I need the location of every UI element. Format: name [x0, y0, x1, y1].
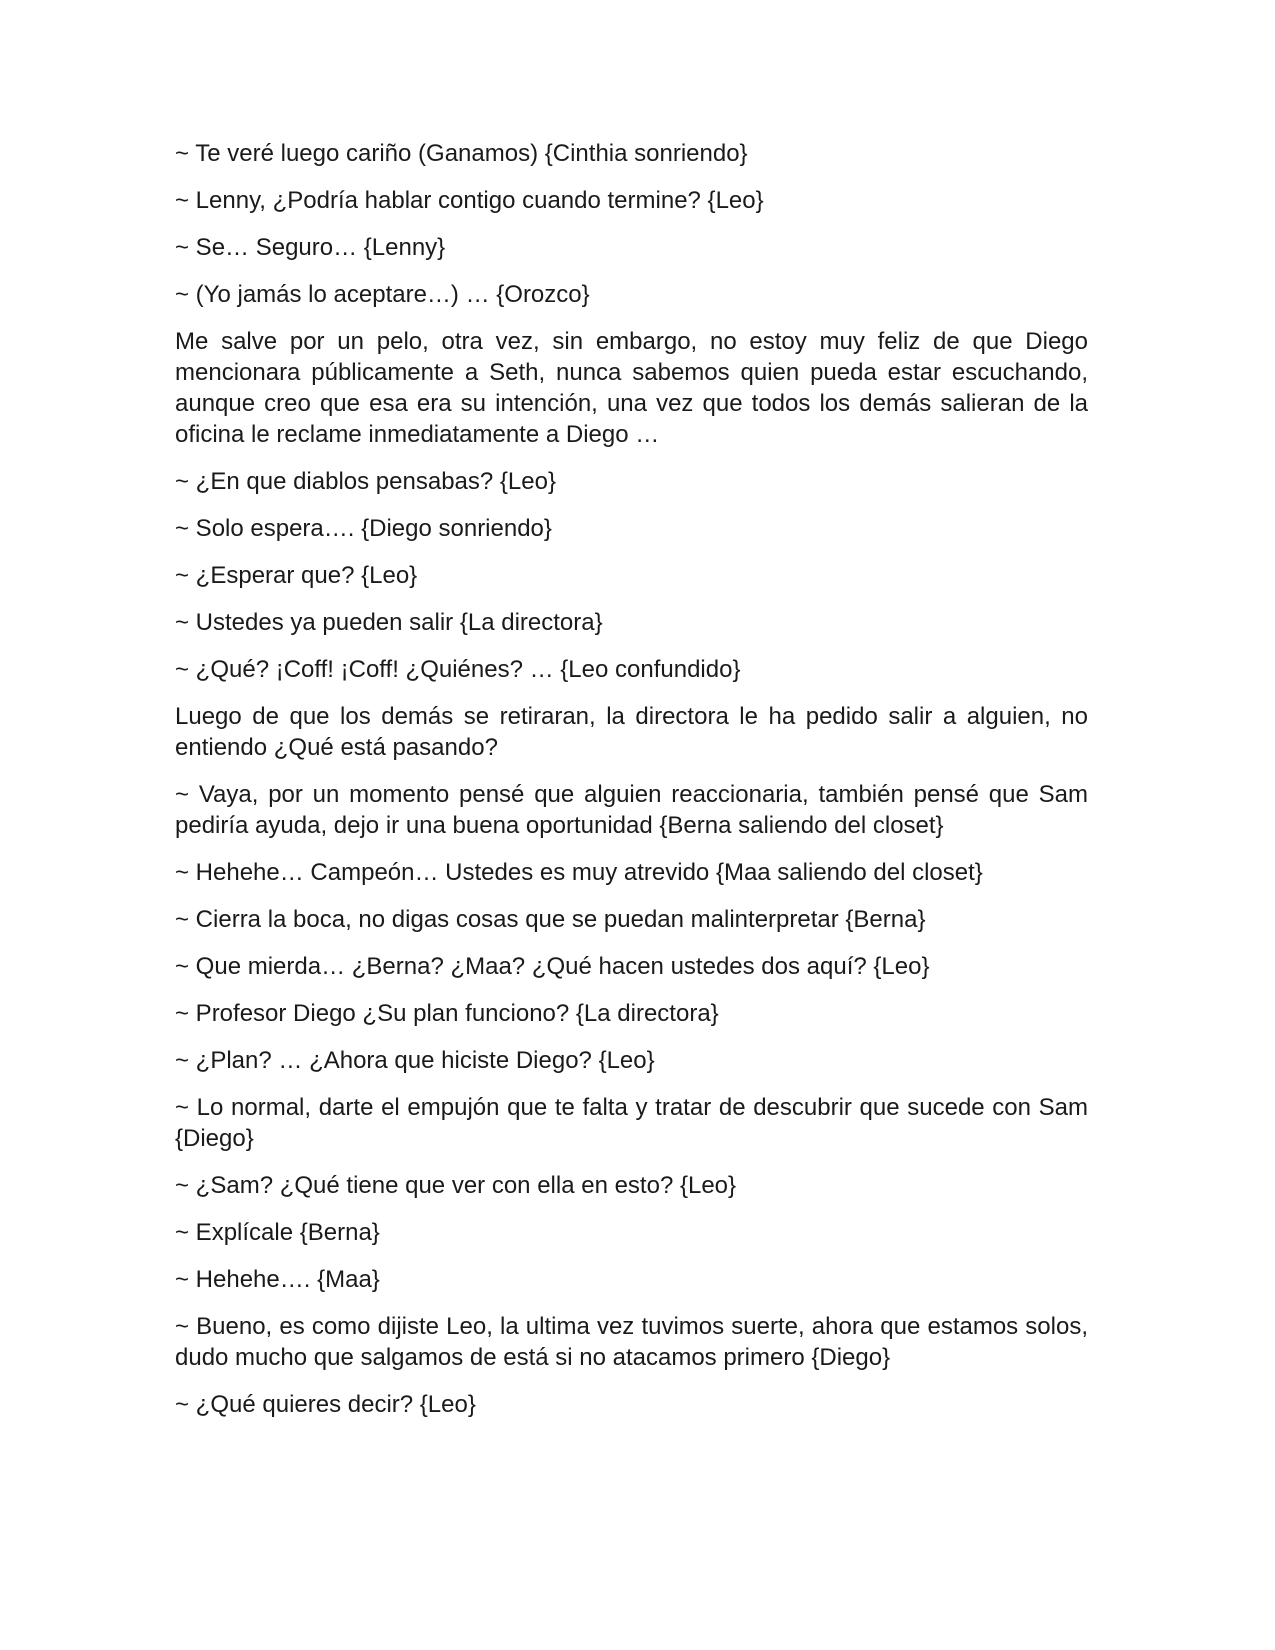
- dialogue-line: ~ ¿Esperar que? {Leo}: [175, 562, 418, 589]
- dialogue-line: ~ Explícale {Berna}: [175, 1219, 380, 1246]
- dialogue-line: ~ Se… Seguro… {Lenny}: [175, 234, 446, 261]
- dialogue-line: ~ ¿Qué? ¡Coff! ¡Coff! ¿Quiénes? … {Leo confundido}: [175, 656, 741, 683]
- dialogue-line: ~ Solo espera…. {Diego sonriendo}: [175, 515, 552, 542]
- dialogue-paragraph: ~ Lo normal, darte el empujón que te falta y tratar de descubrir que sucede con Sam {Diego}: [175, 1094, 1088, 1152]
- dialogue-line: ~ Cierra la boca, no digas cosas que se puedan malinterpretar {Berna}: [175, 906, 926, 933]
- dialogue-paragraph: ~ Vaya, por un momento pensé que alguien reaccionaria, también pensé que Sam pediría ayuda, dejo ir una buena oportunidad {Berna saliendo del closet}: [175, 781, 1088, 839]
- dialogue-line: ~ Te veré luego cariño (Ganamos) {Cinthia sonriendo}: [175, 140, 748, 167]
- dialogue-line: ~ Profesor Diego ¿Su plan funciono? {La directora}: [175, 1000, 719, 1027]
- dialogue-line: ~ ¿Sam? ¿Qué tiene que ver con ella en esto? {Leo}: [175, 1172, 737, 1199]
- dialogue-line: ~ (Yo jamás lo aceptare…) … {Orozco}: [175, 281, 590, 308]
- dialogue-line: ~ Ustedes ya pueden salir {La directora}: [175, 609, 603, 636]
- dialogue-line: ~ ¿Qué quieres decir? {Leo}: [175, 1391, 476, 1418]
- dialogue-line: ~ ¿Plan? … ¿Ahora que hiciste Diego? {Leo}: [175, 1047, 655, 1074]
- narrative-paragraph: Me salve por un pelo, otra vez, sin embargo, no estoy muy feliz de que Diego mencionara públicamente a Seth, nunca sabemos quien pueda estar escuchando, aunque creo que esa era su intención, una vez que todos los demás salieran de la oficina le reclame inmediatamente a Diego …: [175, 328, 1088, 448]
- dialogue-line: ~ Lenny, ¿Podría hablar contigo cuando termine? {Leo}: [175, 187, 764, 214]
- document-page: [175, 138, 1088, 1436]
- narrative-paragraph: Luego de que los demás se retiraran, la directora le ha pedido salir a alguien, no entiendo ¿Qué está pasando?: [175, 703, 1088, 761]
- dialogue-line: ~ ¿En que diablos pensabas? {Leo}: [175, 468, 556, 495]
- dialogue-paragraph: ~ Bueno, es como dijiste Leo, la ultima vez tuvimos suerte, ahora que estamos solos, dudo mucho que salgamos de está si no atacamos primero {Diego}: [175, 1313, 1088, 1371]
- dialogue-line: ~ Hehehe… Campeón… Ustedes es muy atrevido {Maa saliendo del closet}: [175, 859, 983, 886]
- dialogue-line: ~ Que mierda… ¿Berna? ¿Maa? ¿Qué hacen ustedes dos aquí? {Leo}: [175, 953, 930, 980]
- dialogue-line: ~ Hehehe…. {Maa}: [175, 1266, 380, 1293]
